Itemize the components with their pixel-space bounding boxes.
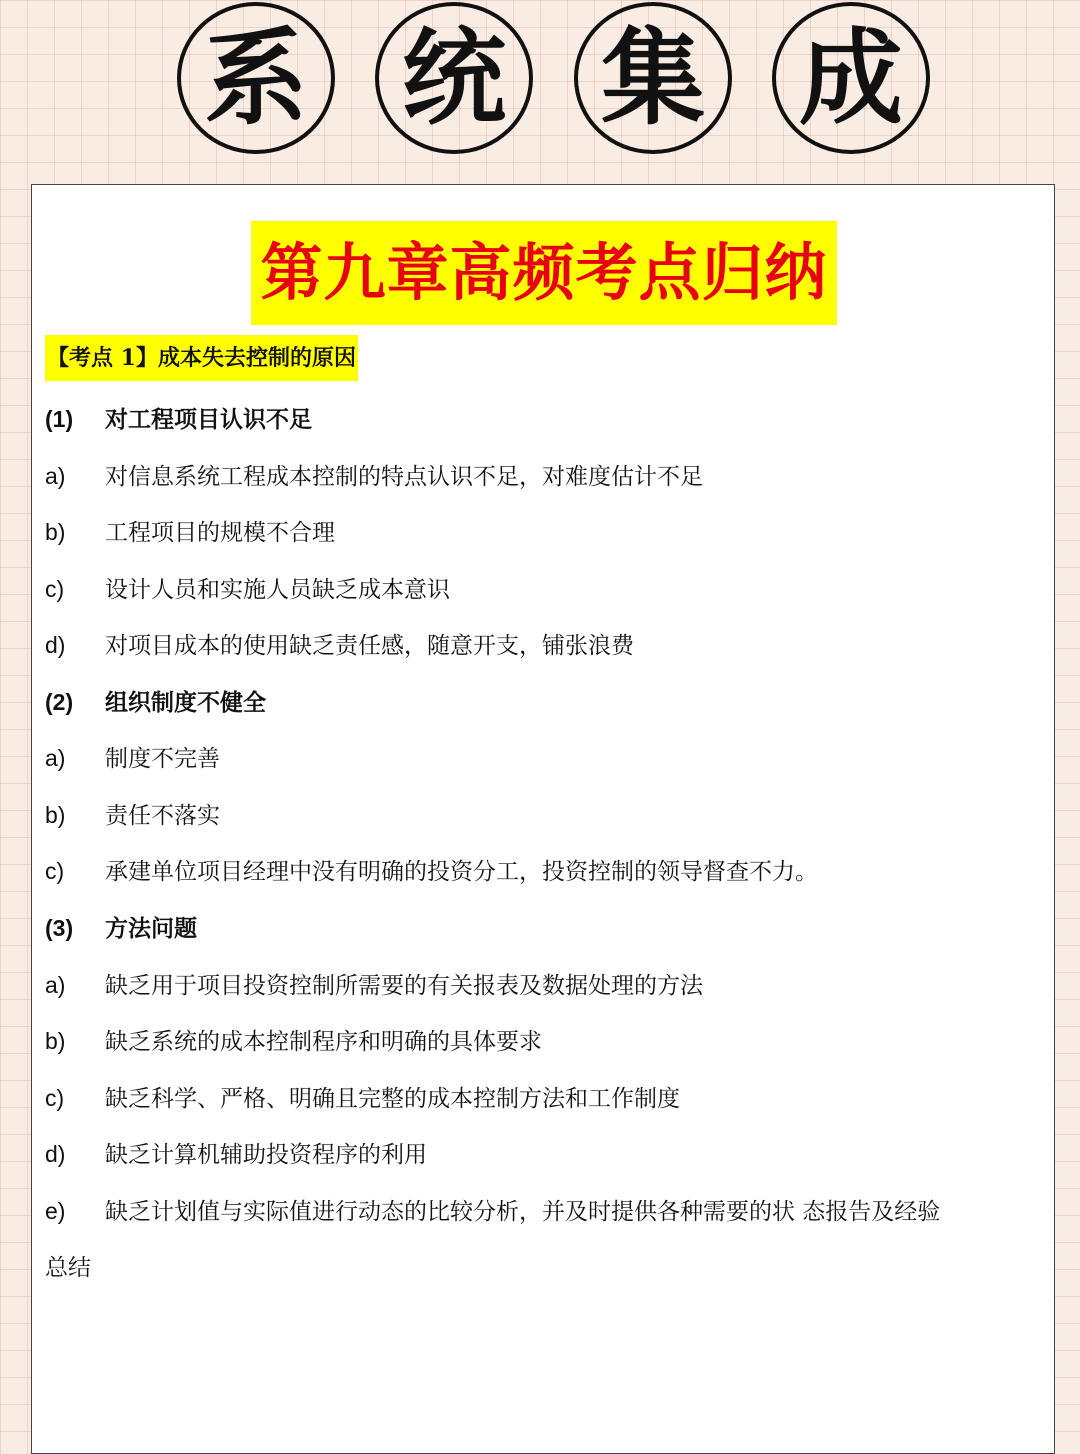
item-text: 缺乏系统的成本控制程序和明确的具体要求: [105, 1029, 542, 1055]
item-marker: b): [45, 1028, 66, 1054]
item-marker: c): [45, 1085, 65, 1111]
list-item: [45, 1026, 542, 1057]
item-text: 缺乏计划值与实际值进行动态的比较分析，并及时提供各种需要的状 态报告及经验: [105, 1199, 941, 1225]
list-item: [45, 630, 634, 661]
title-circle-char: 成: [772, 2, 930, 154]
item-text: 对信息系统工程成本控制的特点认识不足，对难度估计不足: [105, 464, 703, 490]
section-heading: [45, 913, 197, 944]
item-marker: d): [45, 1141, 66, 1167]
section-number: (3): [45, 915, 74, 941]
list-item: [45, 970, 703, 1001]
item-marker: b): [45, 802, 66, 828]
section-title: 组织制度不健全: [105, 689, 266, 716]
title-banner: [0, 0, 1080, 180]
title-circle-char: 统: [375, 2, 533, 154]
chapter-title: 第九章高频考点归纳: [251, 221, 837, 325]
item-text: 缺乏科学、严格、明确且完整的成本控制方法和工作制度: [105, 1086, 680, 1112]
section-number: (2): [45, 689, 74, 715]
title-circle-char: 集: [574, 2, 732, 154]
item-marker: d): [45, 632, 66, 658]
item-marker: a): [45, 972, 66, 998]
section-title: 对工程项目认识不足: [105, 406, 312, 433]
section-heading: [45, 687, 266, 718]
list-item: [45, 517, 335, 548]
point-header: 【考点 1】成本失去控制的原因: [45, 335, 358, 381]
list-item: [45, 574, 450, 605]
list-item: [45, 743, 220, 774]
list-item: [45, 461, 703, 492]
item-text: 承建单位项目经理中没有明确的投资分工，投资控制的领导督查不力。: [105, 859, 818, 885]
list-item: [45, 1083, 680, 1114]
item-marker: a): [45, 745, 66, 771]
list-item: [45, 1139, 427, 1170]
item-marker: c): [45, 858, 65, 884]
section-title: 方法问题: [105, 915, 197, 942]
item-text: 设计人员和实施人员缺乏成本意识: [105, 577, 450, 603]
item-marker: a): [45, 463, 66, 489]
item-text: 对项目成本的使用缺乏责任感，随意开支，铺张浪费: [105, 633, 634, 659]
item-marker: b): [45, 519, 66, 545]
continuation-text: 总结: [45, 1255, 91, 1281]
item-text: 工程项目的规模不合理: [105, 520, 335, 546]
title-circle-char: 系: [177, 2, 335, 154]
document-page: [31, 184, 1055, 1454]
item-text: 缺乏计算机辅助投资程序的利用: [105, 1142, 427, 1168]
item-text: 责任不落实: [105, 803, 220, 829]
item-marker: e): [45, 1198, 66, 1224]
item-marker: c): [45, 576, 65, 602]
section-number: (1): [45, 406, 74, 432]
item-text: 制度不完善: [105, 746, 220, 772]
section-heading: [45, 404, 312, 435]
item-text: 缺乏用于项目投资控制所需要的有关报表及数据处理的方法: [105, 973, 703, 999]
list-item: [45, 856, 818, 887]
list-item: [45, 1196, 940, 1227]
list-item: [45, 800, 220, 831]
